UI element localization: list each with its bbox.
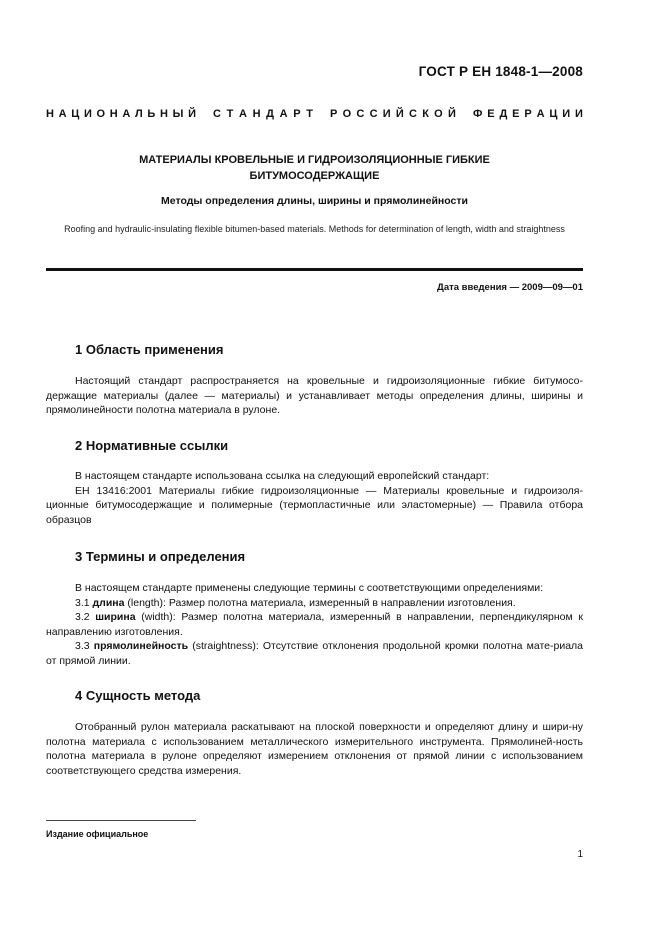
section-2-paragraph-1: В настоящем стандарте использована ссылка на следующий европейский стандарт: [75,470,490,482]
section-4-text: Отобранный рулон материала раскатывают на плоской поверхности и определяют длину и шири-ну полотна материала с использованием металлического измерительного инструмента. Прямолиней-ность полотна материала в рулоне определяют измерением отклонения от прямой линии с использованием соответствующего средства измерения. [46,721,583,777]
term-length [46,596,583,611]
national-standard-banner [46,108,583,120]
term-straightness-number: 3.3 [75,640,94,653]
section-2-body [46,469,583,527]
document-subtitle: Методы определения длины, ширины и прямолинейности [161,195,468,207]
banner-word-federation: Ф Е Д Е Р А Ц И И [473,108,583,120]
term-width-number: 3.2 [75,611,96,624]
english-title: Roofing and hydraulic-insulating flexible bitumen-based materials. Methods for determination of length, width and straightness [64,224,565,234]
title-line-1: МАТЕРИАЛЫ КРОВЕЛЬНЫЕ И ГИДРОИЗОЛЯЦИОННЫЕ ГИБКИЕ [139,154,490,166]
term-width-term: ширина [95,611,136,624]
term-length-definition: (length): Размер полотна материала, измеренный в направлении изготовления. [124,596,516,609]
term-straightness-term: прямолинейность [93,640,189,653]
section-4-heading: 4 Сущность метода [75,688,201,703]
term-length-number: 3.1 [75,596,93,609]
term-width-definition: (width): Размер полотна материала, измеренный в направлении, перпендикулярном к направлению изготовления. [46,611,583,638]
section-2-heading: 2 Нормативные ссылки [75,438,229,453]
term-width [46,610,583,639]
banner-word-national: Н А Ц И О Н А Л Ь Н Ы Й [46,108,196,120]
title-divider [46,268,583,271]
footer-divider [46,820,196,821]
term-straightness [46,639,583,668]
standard-id: ГОСТ Р ЕН 1848-1—2008 [418,64,583,79]
section-3-paragraph-1: В настоящем стандарте применены следующие термины с соответствующими определениями: [75,582,544,594]
intro-date: Дата введения — 2009—09—01 [437,282,583,293]
section-1-body [46,374,583,418]
term-straightness-definition: (straightness): Отсутствие отклонения продольной кромки полотна мате-риала от прямой линии. [46,640,584,667]
title-line-2: БИТУМОСОДЕРЖАЩИЕ [249,170,380,182]
section-3-heading: 3 Термины и определения [75,549,246,564]
section-2-reference: ЕН 13416:2001 Материалы гибкие гидроизоляционные — Материалы кровельные и гидроизоля-ционные битумосодержащие и полимерные (термопластичные или эластомерные) — Правила отбора образцов [46,484,583,526]
edition-label: Издание официальное [46,829,149,839]
term-length-term: длина [92,596,125,609]
banner-word-standard: С Т А Н Д А Р Т [213,108,313,120]
section-4-body [46,720,583,778]
section-1-text: Настоящий стандарт распространяется на кровельные и гидроизоляционные гибкие битумосо-держащие материалы (далее — материалы) и устанавливает методы определения длины, ширины и прямолинейности полотна материала в рулоне. [46,375,583,417]
document-title [46,152,583,184]
page-number: 1 [577,849,583,860]
section-1-heading: 1 Область применения [75,342,224,357]
section-3-body [46,581,583,669]
banner-word-russian: Р О С С И Й С К О Й [330,108,456,120]
